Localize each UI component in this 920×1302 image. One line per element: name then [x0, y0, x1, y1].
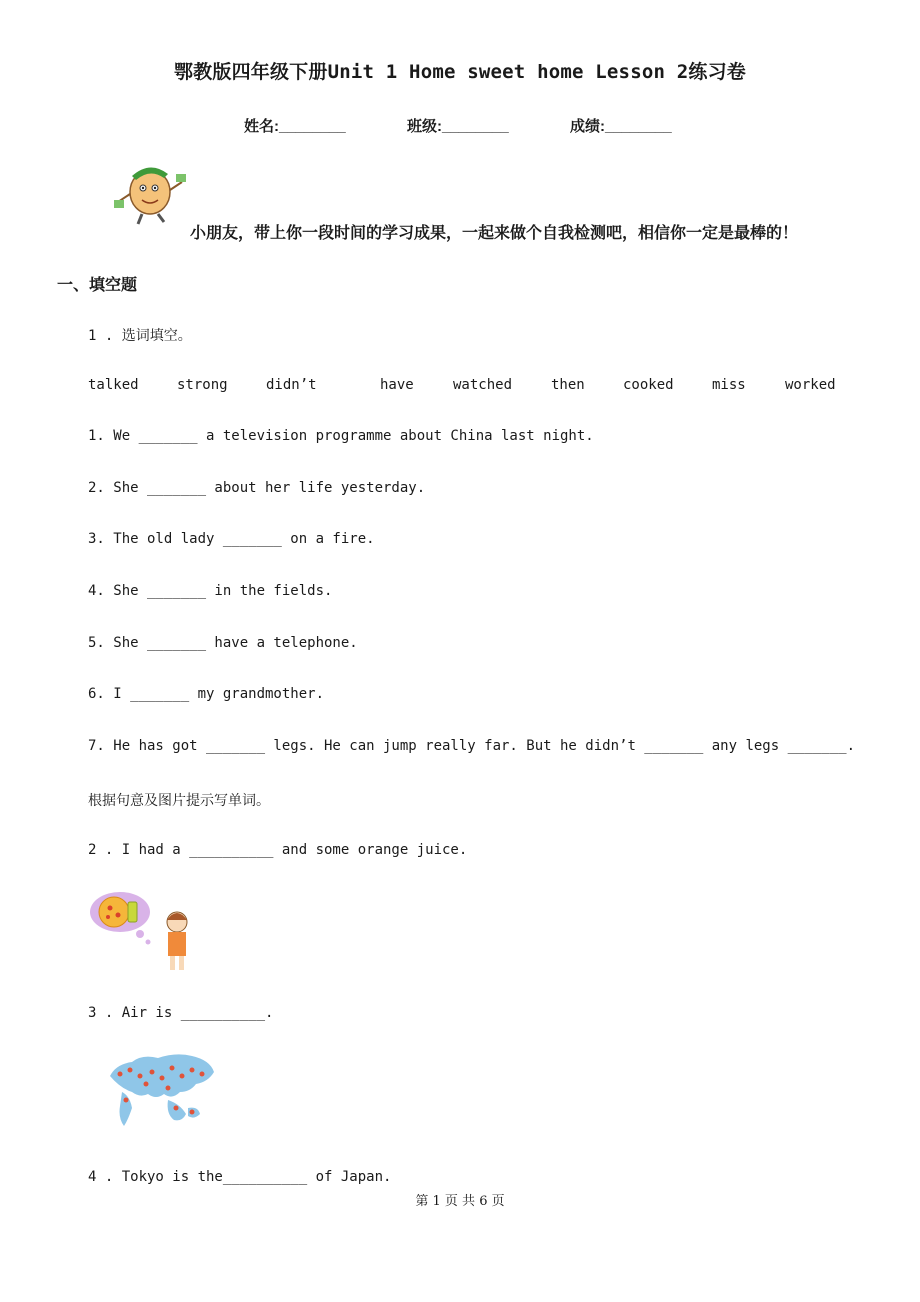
page-footer: 第 1 页 共 6 页 [415, 1194, 505, 1209]
word-bank-item: talked [88, 377, 139, 393]
world-map-illustration [106, 1048, 218, 1134]
question-1-heading: 1 . 选词填空。 [88, 328, 192, 344]
pizza-girl-illustration [88, 888, 198, 976]
question-1-item: 1. We _______ a television programme about China last night. [88, 428, 594, 444]
question-1-item: 3. The old lady _______ on a fire. [88, 531, 375, 547]
word-bank-item: watched [453, 377, 513, 393]
question-1-item: 5. She _______ have a telephone. [88, 635, 358, 651]
section-title: 一、填空题 [57, 277, 138, 294]
question-1-item: 2. She _______ about her life yesterday. [88, 480, 426, 496]
word-bank-item: then [551, 377, 585, 393]
encouragement-text: 小朋友，带上你一段时间的学习成果，一起来做个自我检测吧，相信你一定是最棒的！ [190, 225, 799, 242]
question-3-text: 3 . Air is __________. [88, 1005, 274, 1021]
word-bank-item: worked [785, 377, 836, 393]
question-1-item: 7. He has got _______ legs. He can jump really far. But he didn’t _______ any legs _______. [88, 738, 856, 754]
mascot-illustration [112, 160, 192, 226]
class-field-label: 班级:________ [407, 118, 509, 135]
page-title: 鄂教版四年级下册Unit 1 Home sweet home Lesson 2练习卷 [173, 61, 746, 83]
word-bank-item: miss [712, 377, 746, 393]
score-field-label: 成绩:________ [570, 118, 672, 135]
name-field-label: 姓名:________ [244, 118, 346, 135]
question-1-item: 6. I _______ my grandmother. [88, 686, 325, 702]
word-bank-item: didn’t [266, 377, 317, 393]
instruction-text: 根据句意及图片提示写单词。 [88, 793, 270, 809]
question-2-text: 2 . I had a __________ and some orange juice. [88, 842, 468, 858]
question-1-item: 4. She _______ in the fields. [88, 583, 333, 599]
word-bank-item: strong [177, 377, 228, 393]
word-bank-item: have [380, 377, 414, 393]
word-bank-item: cooked [623, 377, 674, 393]
question-4-text: 4 . Tokyo is the__________ of Japan. [88, 1169, 392, 1185]
